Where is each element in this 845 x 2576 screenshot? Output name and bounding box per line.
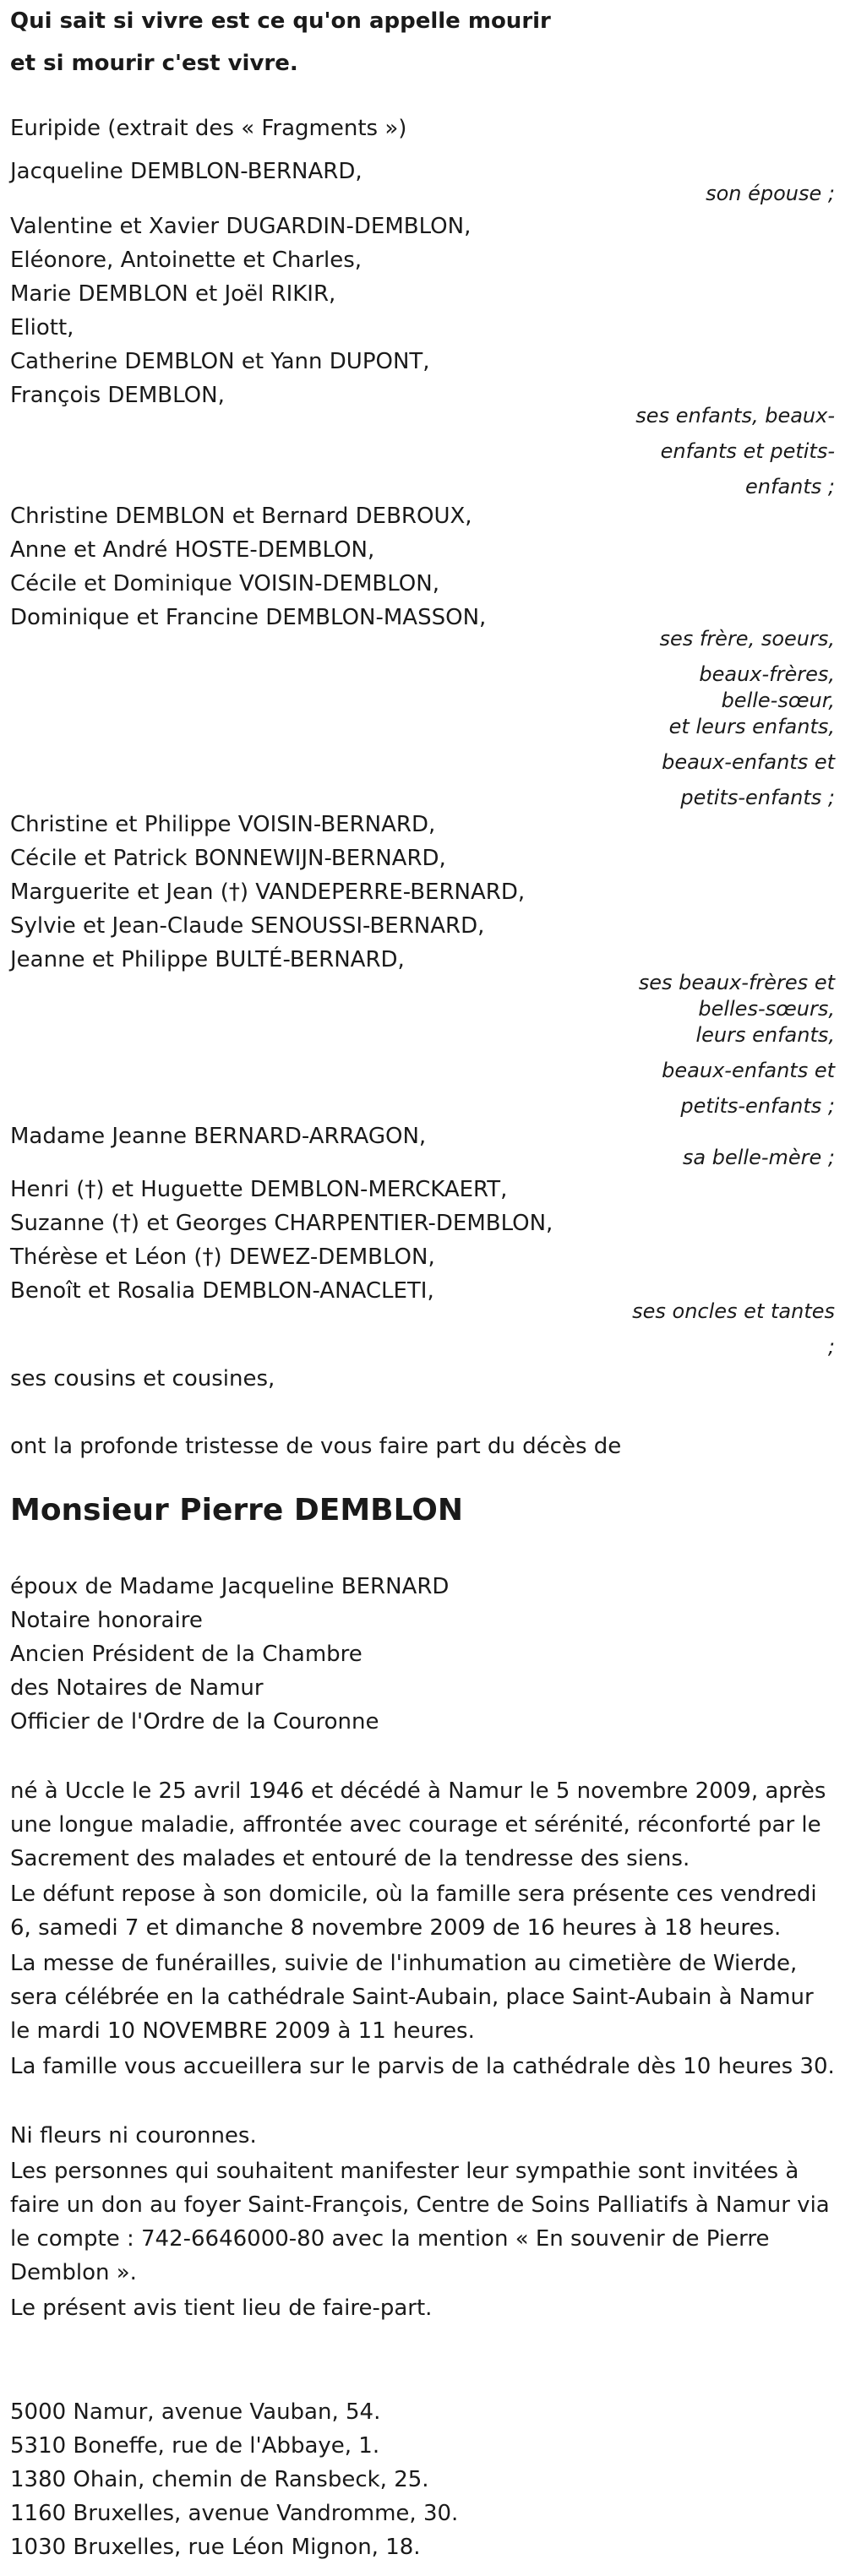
family-name: Thérèse et Léon (†) DEWEZ-DEMBLON, (10, 1244, 435, 1270)
family-name: Cécile et Patrick BONNEWIJN-BERNARD, (10, 846, 446, 871)
relation-in-laws (607, 965, 835, 1124)
paragraph-visitation: Le défunt repose à son domicile, où la famille sera présente ces vendredi 6, samedi 7 et dimanche 8 novembre 2009 de 16 heures à 18 heures. (10, 1882, 817, 1941)
family-name: Madame Jeanne BERNARD-ARRAGON, (10, 1124, 427, 1149)
family-name: Cécile et Dominique VOISIN-DEMBLON, (10, 571, 439, 596)
address-line: 1160 Bruxelles, avenue Vandromme, 30. (10, 2501, 459, 2526)
relation-line: son épouse ; (706, 182, 835, 205)
paragraph-funeral: La messe de funérailles, suivie de l'inhumation au cimetière de Wierde, sera célébrée en la cathédrale Saint-Aubain, place Saint-Aubain à Namur le mardi 10 NOVEMBRE 2009 à 11 heures. (10, 1951, 814, 2044)
family-name: Marguerite et Jean (†) VANDEPERRE-BERNARD, (10, 880, 526, 905)
family-name: Sylvie et Jean-Claude SENOUSSI-BERNARD, (10, 913, 485, 939)
address-line: 1380 Ohain, chemin de Ransbeck, 25. (10, 2467, 429, 2492)
relation-line: et leurs enfants, (668, 715, 835, 738)
title-line: des Notaires de Namur (10, 1675, 264, 1701)
family-name: Marie DEMBLON et Joël RIKIR, (10, 281, 336, 307)
relation-line: beaux-frères, (699, 662, 835, 686)
title-line: Officier de l'Ordre de la Couronne (10, 1709, 379, 1735)
family-name: François DEMBLON, (10, 383, 225, 408)
relation-siblings (607, 621, 835, 815)
family-name: Catherine DEMBLON et Yann DUPONT, (10, 349, 430, 374)
paragraph-birth-death: né à Uccle le 25 avril 1946 et décédé à Namur le 5 novembre 2009, après une longue maladie, affrontée avec courage et sérénité, réconforté par le Sacrement des malades et entouré de la tendresse des siens. (10, 1778, 826, 1871)
relation-line: petits-enfants ; (680, 786, 835, 809)
family-name: Jeanne et Philippe BULTÉ-BERNARD, (10, 947, 405, 972)
quote-line-2: et si mourir c'est vivre. (10, 51, 298, 76)
announcement-line: ont la profonde tristesse de vous faire part du décès de (10, 1434, 622, 1459)
relation-line: sa belle-mère ; (682, 1146, 835, 1169)
title-line: époux de Madame Jacqueline BERNARD (10, 1574, 450, 1599)
family-name: Suzanne (†) et Georges CHARPENTIER-DEMBLON, (10, 1211, 553, 1236)
relation-line: leurs enfants, (695, 1023, 835, 1047)
relation-line: enfants ; (745, 475, 835, 498)
relation-line: enfants et petits- (660, 439, 835, 463)
family-name: Christine DEMBLON et Bernard DEBROUX, (10, 504, 472, 529)
family-name: Benoît et Rosalia DEMBLON-ANACLETI, (10, 1278, 434, 1304)
relation-line: belle-sœur, (721, 689, 835, 712)
relation-line: belles-sœurs, (698, 997, 835, 1021)
quote-line-1: Qui sait si vivre est ce qu'on appelle mourir (10, 8, 551, 34)
relation-uncles-aunts (607, 1293, 835, 1364)
address-line: 5000 Namur, avenue Vauban, 54. (10, 2399, 381, 2425)
quote-attribution: Euripide (extrait des « Fragments ») (10, 116, 407, 141)
cousins-line: ses cousins et cousines, (10, 1366, 275, 1391)
relation-line: ses oncles et tantes (632, 1299, 835, 1323)
paragraph-donation: Les personnes qui souhaitent manifester leur sympathie sont invitées à faire un don au foyer Saint-François, Centre de Soins Palliatifs à Namur via le compte : 742-6646000-80 avec la mention « En souvenir de Pierre Demblon ». (10, 2159, 830, 2285)
family-name: Eléonore, Antoinette et Charles, (10, 248, 363, 273)
relation-line: beaux-enfants et (662, 750, 835, 774)
address-line: 1030 Bruxelles, rue Léon Mignon, 18. (10, 2535, 421, 2560)
title-line: Notaire honoraire (10, 1608, 203, 1633)
relation-mother-in-law (607, 1140, 835, 1175)
relation-line: ; (827, 1335, 835, 1359)
title-line: Ancien Président de la Chambre (10, 1642, 363, 1667)
relation-children (607, 398, 835, 504)
address-line: 5310 Boneffe, rue de l'Abbaye, 1. (10, 2433, 380, 2459)
family-name: Dominique et Francine DEMBLON-MASSON, (10, 605, 487, 630)
family-name: Eliott, (10, 315, 74, 340)
relation-line: petits-enfants ; (680, 1094, 835, 1118)
relation-line: ses frère, soeurs, (659, 627, 835, 651)
family-name: Valentine et Xavier DUGARDIN-DEMBLON, (10, 214, 472, 239)
paragraph-no-flowers: Ni fleurs ni couronnes. (10, 2123, 257, 2148)
family-name: Jacqueline DEMBLON-BERNARD, (10, 159, 363, 184)
relation-line: ses beaux-frères et (638, 971, 835, 994)
family-name: Christine et Philippe VOISIN-BERNARD, (10, 812, 436, 837)
relation-spouse (607, 176, 835, 211)
relation-line: beaux-enfants et (662, 1059, 835, 1082)
family-name: Anne et André HOSTE-DEMBLON, (10, 537, 375, 563)
paragraph-reception: La famille vous accueillera sur le parvis de la cathédrale dès 10 heures 30. (10, 2054, 835, 2079)
paragraph-notice: Le présent avis tient lieu de faire-part. (10, 2296, 433, 2321)
relation-line: ses enfants, beaux- (635, 404, 835, 428)
family-name: Henri (†) et Huguette DEMBLON-MERCKAERT, (10, 1177, 508, 1202)
deceased-name: Monsieur Pierre DEMBLON (10, 1493, 464, 1528)
